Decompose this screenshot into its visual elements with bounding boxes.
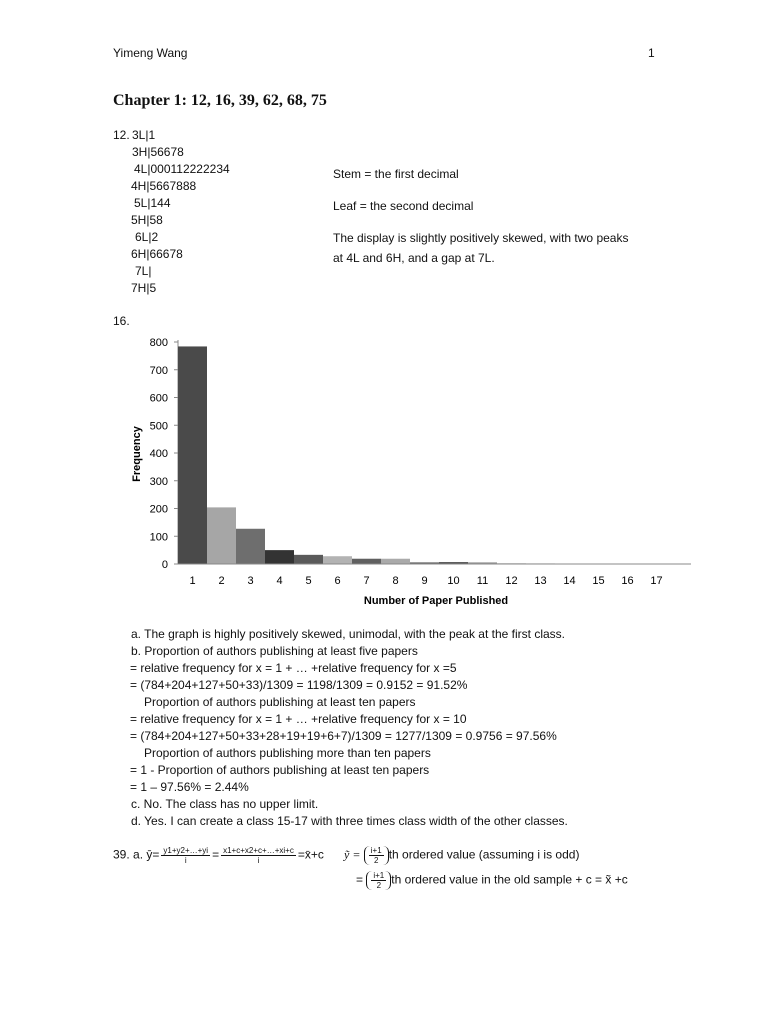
x-tick-label: 8 — [392, 575, 399, 587]
histogram-bar — [323, 556, 352, 564]
header-page-number: 1 — [648, 46, 655, 60]
problem-12-label: 12. — [113, 128, 130, 142]
y-tick-label: 0 — [161, 559, 168, 571]
paren-fraction — [364, 846, 389, 865]
x-axis-label: Number of Paper Published — [363, 595, 509, 607]
fraction-numerator: i+1 — [373, 871, 385, 880]
fraction-denominator: 2 — [376, 881, 382, 890]
y-tick-label: 600 — [149, 392, 168, 405]
fraction-numerator: y1+y2+…+yi — [163, 846, 209, 855]
stem-leaf-row: 7H|5 — [131, 281, 157, 295]
x-tick-label: 3 — [247, 575, 254, 587]
problem-39-mean — [113, 846, 324, 865]
y-axis — [150, 337, 178, 571]
problem-39-median-line2 — [356, 871, 628, 890]
answer-line: Proportion of authors publishing more than ten papers — [144, 746, 431, 760]
frequency-histogram — [120, 332, 710, 612]
histogram-bar — [178, 346, 207, 564]
paren-fraction — [366, 871, 391, 890]
answer-line: = 1 – 97.56% = 2.44% — [130, 780, 249, 794]
x-tick-label: 1 — [189, 575, 196, 587]
x-tick-label: 9 — [421, 575, 428, 587]
problem-16-answers — [131, 626, 568, 830]
x-tick-label: 15 — [592, 575, 605, 587]
answer-line: d. Yes. I can create a class 15-17 with three times class width of the other classes. — [131, 814, 568, 828]
fraction-median — [371, 871, 386, 890]
x-tick-label: 13 — [534, 575, 547, 587]
answer-line: b. Proportion of authors publishing at least five papers — [131, 644, 418, 658]
stem-leaf-row: 6H|66678 — [131, 247, 183, 261]
equals-sign: = — [356, 872, 364, 887]
histogram-bar — [381, 559, 410, 564]
histogram-bar — [265, 550, 294, 564]
x-tick-label: 7 — [363, 575, 370, 587]
stem-leaf-row: 3H|56678 — [132, 145, 184, 159]
fraction-denominator: i — [184, 856, 187, 865]
x-tick-label: 17 — [650, 575, 663, 587]
leaf-note: Leaf = the second decimal — [333, 199, 474, 213]
mean-result: =x̄+c — [297, 847, 324, 862]
answer-line: = relative frequency for x = 1 + … +relative frequency for x =5 — [130, 661, 457, 675]
x-tick-label: 16 — [621, 575, 634, 587]
y-tick-label: 700 — [149, 364, 168, 377]
answer-line: = (784+204+127+50+33+28+19+19+6+7)/1309 = 1277/1309 = 0.9756 = 97.56% — [130, 729, 557, 743]
x-tick-label: 2 — [218, 575, 225, 587]
y-tick-label: 200 — [149, 503, 168, 516]
histogram-bar — [352, 559, 381, 564]
stem-leaf-row: 4L|000112222234 — [134, 162, 230, 176]
stem-leaf-row: 5L|144 — [134, 196, 171, 210]
bars — [178, 346, 671, 564]
y-tick-label: 500 — [149, 420, 168, 433]
y-tick-label: 100 — [149, 531, 168, 544]
histogram-bar — [207, 507, 236, 564]
stem-leaf-row: 7L| — [135, 264, 152, 278]
chapter-title: Chapter 1: 12, 16, 39, 62, 68, 75 — [113, 92, 327, 109]
stem-leaf-row: 4H|5667888 — [131, 179, 197, 193]
x-tick-label: 4 — [276, 575, 283, 587]
equals-sign: = — [212, 847, 220, 862]
stem-leaf-row: 6L|2 — [135, 230, 159, 244]
median-text: th ordered value in the old sample + c = x̃ +c — [391, 872, 628, 887]
fraction-y — [161, 846, 210, 865]
answer-line: = (784+204+127+50+33)/1309 = 1198/1309 = 0.9152 = 91.52% — [130, 678, 468, 692]
x-tick-label: 12 — [505, 575, 518, 587]
y-tick-label: 400 — [149, 448, 168, 460]
stem-note: Stem = the first decimal — [333, 167, 459, 181]
problem-39-median-line1 — [344, 846, 579, 865]
y-axis-label: Frequency — [131, 426, 143, 482]
x-axis — [178, 564, 691, 587]
ytilde-symbol: ỹ = — [344, 847, 361, 862]
skew-note-line2: at 4L and 6H, and a gap at 7L. — [333, 251, 495, 265]
median-text: th ordered value (assuming i is odd) — [388, 847, 580, 862]
fraction-median — [369, 846, 384, 865]
problem-39-label: 39. a. — [113, 847, 144, 862]
ybar-symbol: ȳ= — [146, 847, 160, 862]
fraction-denominator: 2 — [374, 856, 379, 865]
histogram-bar — [236, 529, 265, 564]
answer-line: c. No. The class has no upper limit. — [131, 797, 319, 811]
y-tick-label: 800 — [149, 337, 168, 349]
answer-line: = 1 - Proportion of authors publishing at least ten papers — [130, 763, 430, 777]
fraction-numerator: x1+c+x2+c+…+xi+c — [223, 846, 294, 855]
header-author: Yimeng Wang — [113, 46, 188, 60]
problem-16-label: 16. — [113, 314, 130, 328]
y-tick-label: 300 — [149, 475, 168, 488]
fraction-denominator: i — [257, 856, 260, 865]
fraction-x — [221, 846, 296, 865]
stem-leaf-row: 5H|58 — [131, 213, 163, 227]
x-tick-label: 6 — [334, 575, 341, 587]
fraction-numerator: i+1 — [370, 846, 382, 855]
stem-leaf-row: 3L|1 — [132, 128, 156, 142]
answer-line: = relative frequency for x = 1 + … +relative frequency for x = 10 — [130, 712, 467, 726]
x-tick-label: 11 — [476, 575, 489, 587]
x-tick-label: 5 — [305, 575, 312, 587]
skew-note-line1: The display is slightly positively skewed, with two peaks — [333, 231, 629, 245]
histogram-bar — [294, 555, 323, 564]
x-tick-label: 10 — [447, 575, 460, 587]
x-tick-label: 14 — [563, 575, 576, 587]
answer-line: Proportion of authors publishing at least ten papers — [144, 695, 416, 709]
answer-line: a. The graph is highly positively skewed, unimodal, with the peak at the first class. — [131, 627, 565, 641]
